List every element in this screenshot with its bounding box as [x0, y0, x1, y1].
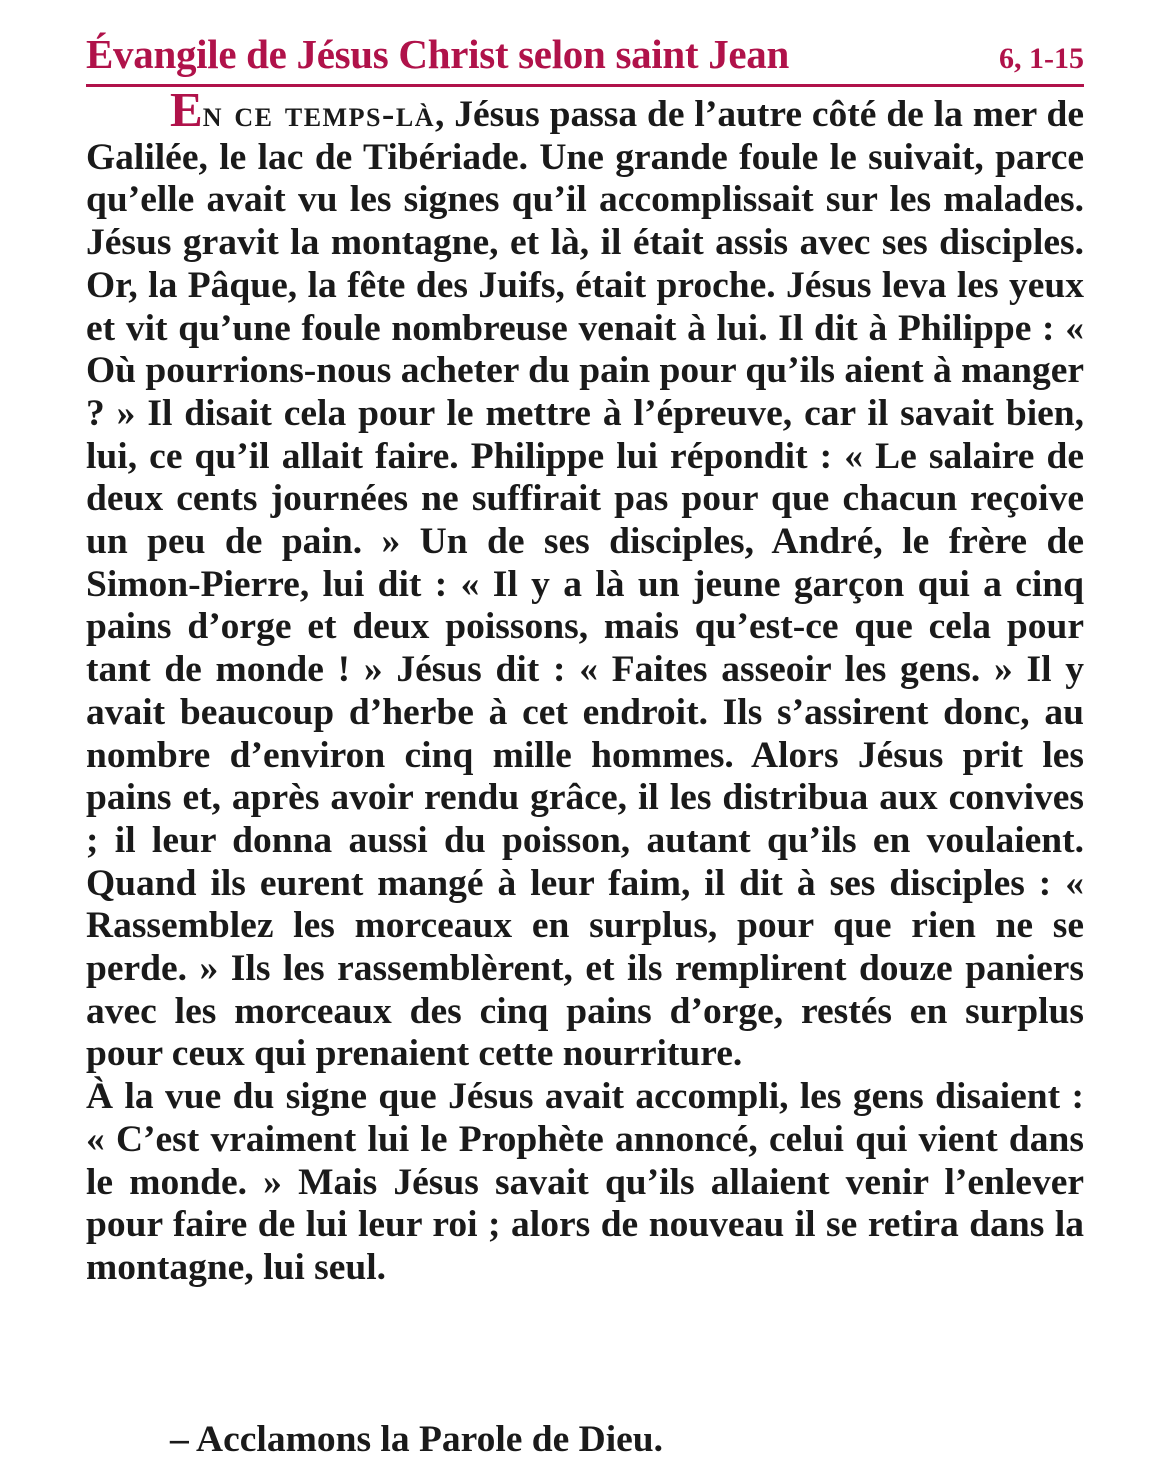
initial-letter: E	[170, 82, 203, 137]
cut-off-acclamation: – Acclamons la Parole de Dieu.	[170, 1419, 664, 1458]
verse-reference: 6, 1-15	[999, 42, 1084, 75]
opening-smallcaps: n ce temps-là	[202, 94, 436, 135]
gospel-paragraph-1	[86, 82, 1084, 1076]
reading-header	[86, 30, 1084, 87]
gospel-paragraph-2: À la vue du signe que Jésus avait accompli, les gens disaient : « C’est vraiment lui le Prophète annoncé, celui qui vient dans le monde. » Mais Jésus savait qu’ils allaient venir l’enlever pour faire de lui leur roi ; alors de nouveau il se retira dans la montagne, lui seul.	[86, 1076, 1084, 1288]
gospel-title: Évangile de Jésus Christ selon saint Jean	[86, 31, 789, 77]
reading-page	[86, 30, 1084, 1290]
paragraph-1-text: , Jésus passa de l’autre côté de la mer de Galilée, le lac de Tibériade. Une grande foule le suivait, parce qu’elle avait vu les signes qu’il accomplissait sur les malades. Jésus gravit la montagne, et là, il était assis avec ses disciples. Or, la Pâque, la fête des Juifs, était proche. Jésus leva les yeux et vit qu’une foule nombreuse venait à lui. Il dit à Philippe : « Où pourrions-nous acheter du pain pour qu’ils aient à manger ? » Il disait cela pour le mettre à l’épreuve, car il savait bien, lui, ce qu’il allait faire. Philippe lui répondit : « Le salaire de deux cents journées ne suffirait pas pour que chacun reçoive un peu de pain. » Un de ses disciples, André, le frère de Simon-Pierre, lui dit : « Il y a là un jeune garçon qui a cinq pains d’orge et deux poissons, mais qu’est-ce que cela pour tant de monde ! » Jésus dit : « Faites asseoir les gens. » Il y avait beaucoup d’herbe à cet endroit. Ils s’assirent donc, au nombre d’environ cinq mille hommes. Alors Jésus prit les pains et, après avoir rendu grâce, il les distribua aux convives ; il leur donna aussi du poisson, autant qu’ils en voulaient. Quand ils eurent mangé à leur faim, il dit à ses disciples : « Rassemblez les morceaux en surplus, pour que rien ne se perde. » Ils les rassemblèrent, et ils remplirent douze paniers avec les morceaux des cinq pains d’orge, restés en surplus pour ceux qui prenaient cette nourriture.	[86, 94, 1084, 1075]
